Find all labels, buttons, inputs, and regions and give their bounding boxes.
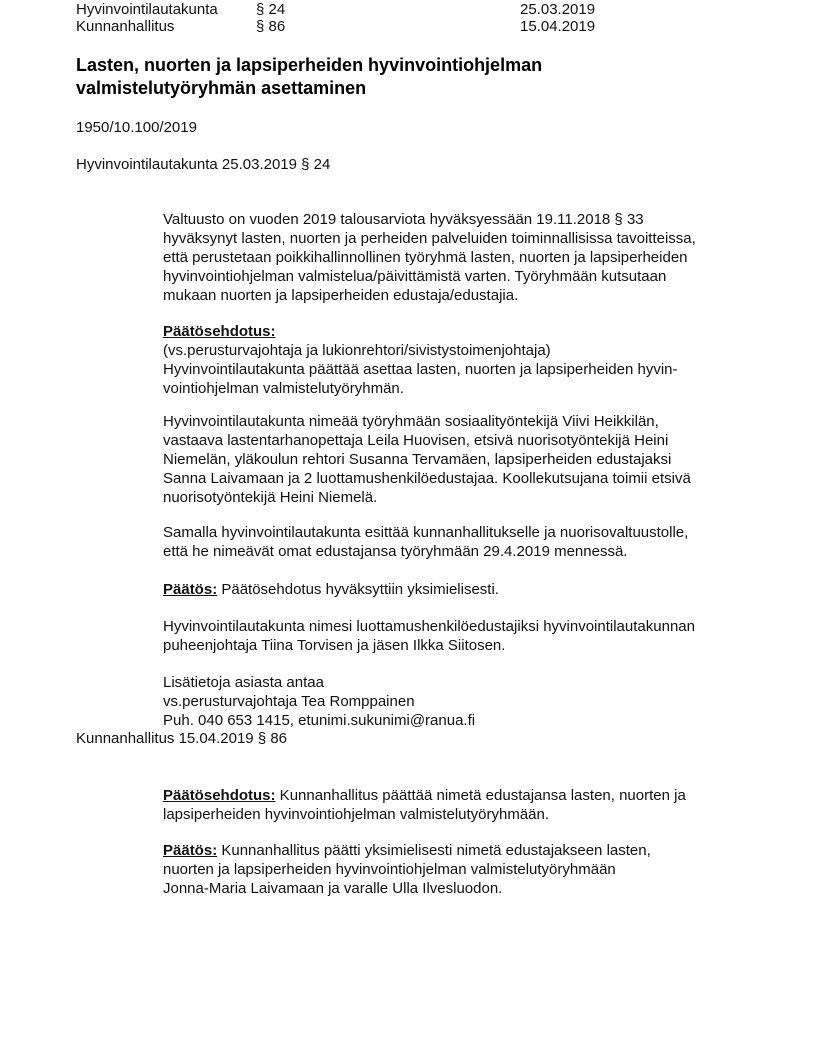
request-paragraph <box>163 523 763 561</box>
header-date: 15.04.2019 <box>520 18 596 35</box>
text-line: Hyvinvointilautakunta päättää asettaa lasten, nuorten ja lapsiperheiden hyvin- <box>163 361 678 378</box>
members-paragraph <box>163 412 763 507</box>
title-line: Lasten, nuorten ja lapsiperheiden hyvinvointiohjelman <box>76 55 543 75</box>
proposal-paragraph <box>163 322 763 398</box>
text-line: Samalla hyvinvointilautakunta esittää kunnanhallitukselle ja nuorisovaltuustolle, <box>163 524 689 541</box>
header-section: § 86 <box>256 18 286 35</box>
decision-label: Päätös: <box>163 842 218 859</box>
text-line: mukaan nuorten ja lapsiperheiden edustaja/edustajia. <box>163 287 519 304</box>
text-line: vs.perusturvajohtaja Tea Romppainen <box>163 693 415 710</box>
decision-label: Päätös: <box>163 581 218 598</box>
text-line: että he nimeävät omat edustajansa työryhmään 29.4.2019 mennessä. <box>163 543 628 560</box>
text-line: Hyvinvointilautakunta nimeää työryhmään sosiaalityöntekijä Viivi Heikkilän, <box>163 413 659 430</box>
text-line: Jonna-Maria Laivamaan ja varalle Ulla Ilvesluodon. <box>163 880 503 897</box>
text-line: Lisätietoja asiasta antaa <box>163 674 324 691</box>
decision-text: Päätösehdotus hyväksyttiin yksimielisesti. <box>217 581 499 598</box>
intro-paragraph <box>163 210 763 305</box>
contact-info <box>163 673 763 730</box>
header-row-kunnanhallitus <box>76 17 776 36</box>
proposal-text: Kunnanhallitus päättää nimetä edustajansa lasten, nuorten ja <box>275 787 686 804</box>
record-number: 1950/10.100/2019 <box>76 119 197 136</box>
text-line: lapsiperheiden hyvinvointiohjelman valmistelutyöryhmään. <box>163 806 550 823</box>
header-date: 25.03.2019 <box>520 1 596 18</box>
text-line: Sanna Laivamaan ja 2 luottamushenkilöedustajaa. Koollekutsujana toimii etsivä <box>163 470 691 487</box>
header-section: § 24 <box>256 1 286 18</box>
contact-phone-email: Puh. 040 653 1415, etunimi.sukunimi@ranua.fi <box>163 712 476 729</box>
proposal-label: Päätösehdotus: <box>163 323 276 340</box>
proposal-label: Päätösehdotus: <box>163 787 276 804</box>
title-line: valmistelutyöryhmän asettaminen <box>76 78 367 98</box>
text-line: hyväksynyt lasten, nuorten ja perheiden palveluiden toiminnallisissa tavoitteissa, <box>163 230 696 247</box>
appointment-paragraph <box>163 617 763 655</box>
document-title <box>76 54 696 100</box>
text-line: Niemelän, yläkoulun rehtori Susanna Tervamäen, lapsiperheiden edustajaksi <box>163 451 672 468</box>
meeting1-heading: Hyvinvointilautakunta 25.03.2019 § 24 <box>76 156 331 173</box>
meeting2-proposal-paragraph <box>163 786 763 824</box>
decision-paragraph <box>163 580 763 599</box>
decision-text: Kunnanhallitus päätti yksimielisesti nimetä edustajakseen lasten, <box>217 842 651 859</box>
text-line: että perustetaan poikkihallinnollinen työryhmä lasten, nuorten ja lapsiperheiden <box>163 249 688 266</box>
meeting2-heading: Kunnanhallitus 15.04.2019 § 86 <box>76 730 288 747</box>
text-line: Hyvinvointilautakunta nimesi luottamushenkilöedustajiksi hyvinvointilautakunnan <box>163 618 695 635</box>
text-line: (vs.perusturvajohtaja ja lukionrehtori/sivistystoimenjohtaja) <box>163 342 551 359</box>
text-line: nuorisotyöntekijä Heini Niemelä. <box>163 489 378 506</box>
text-line: puheenjohtaja Tiina Torvisen ja jäsen Ilkka Siitosen. <box>163 637 506 654</box>
text-line: vointiohjelman valmistelutyöryhmän. <box>163 380 404 397</box>
meeting2-decision-paragraph <box>163 841 763 898</box>
header-body: Hyvinvointilautakunta <box>76 1 218 18</box>
text-line: hyvinvointiohjelman valmistelua/päivittämistä varten. Työryhmään kutsutaan <box>163 268 667 285</box>
text-line: nuorten ja lapsiperheiden hyvinvointiohjelman valmistelutyöryhmään <box>163 861 616 878</box>
header-body: Kunnanhallitus <box>76 18 175 35</box>
text-line: vastaava lastentarhanopettaja Leila Huovisen, etsivä nuorisotyöntekijä Heini <box>163 432 669 449</box>
text-line: Valtuusto on vuoden 2019 talousarviota hyväksyessään 19.11.2018 § 33 <box>163 211 644 228</box>
